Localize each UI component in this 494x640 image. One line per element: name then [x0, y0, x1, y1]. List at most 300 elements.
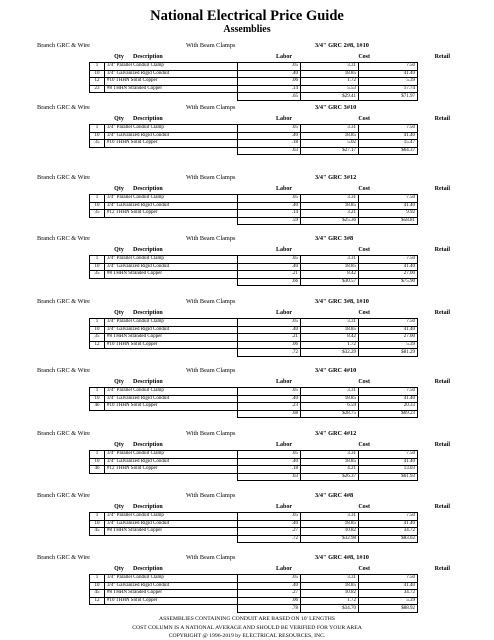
blank-cell: [90, 605, 105, 613]
cost-cell: 3.31: [301, 575, 359, 583]
assembly-size: 3/4" GRC 3#8, 1#10: [315, 298, 369, 305]
page-subtitle: Assemblies: [223, 24, 271, 35]
section-header: [0, 172, 494, 183]
total-labor: .66: [238, 278, 301, 286]
qty-cell: 10: [90, 458, 105, 466]
retail-cell: 15.47: [359, 140, 418, 148]
qty-cell: 23: [90, 85, 105, 93]
total-cost: $28.75: [301, 410, 359, 418]
col-qty: Qty: [114, 504, 124, 510]
total-row: [90, 349, 418, 357]
col-description: Description: [133, 54, 163, 60]
column-headers: [0, 308, 494, 318]
table-row: [90, 85, 418, 93]
table-row: [90, 597, 418, 605]
section-header: [0, 233, 494, 244]
description-cell: #8 THHN Stranded Copper: [105, 271, 238, 279]
blank-cell: [90, 93, 105, 101]
section-header: [0, 296, 494, 307]
qty-cell: 10: [90, 395, 105, 403]
table-row: [90, 271, 418, 279]
col-labor: Labor: [275, 310, 292, 316]
col-retail: Retail: [434, 116, 450, 122]
table-row: [90, 575, 418, 583]
qty-cell: 1: [90, 388, 105, 396]
description-cell: 3/4" Parallel Conduit Clamp: [105, 125, 238, 133]
col-labor: Labor: [275, 442, 292, 448]
description-cell: 3/4" Galvanized Rigid Conduit: [105, 458, 238, 466]
page-title: National Electrical Price Guide: [150, 8, 344, 24]
cost-cell: 3.31: [301, 256, 359, 264]
col-labor: Labor: [275, 379, 292, 385]
col-qty: Qty: [114, 54, 124, 60]
items-table: [89, 574, 418, 613]
labor-cell: .05: [238, 256, 301, 264]
total-row: [90, 410, 418, 418]
col-retail: Retail: [434, 566, 450, 572]
assembly-size: 3/4" GRC 4#8: [315, 492, 354, 499]
branch-label: Branch GRC & Wire: [37, 235, 90, 242]
mount-label: With Beam Clamps: [186, 430, 236, 437]
labor-cell: .14: [238, 210, 301, 218]
assembly-size: 3/4" GRC 3#12: [315, 174, 357, 181]
total-row: [90, 473, 418, 481]
description-cell: 3/4" Galvanized Rigid Conduit: [105, 520, 238, 528]
col-retail: Retail: [434, 247, 450, 253]
blank-cell: [105, 473, 238, 481]
table-row: [90, 528, 418, 536]
table-row: [90, 140, 418, 148]
total-cost: $34.70: [301, 605, 359, 613]
description-cell: #8 THHN Stranded Copper: [105, 590, 238, 598]
labor-cell: .05: [238, 388, 301, 396]
cost-cell: 18.85: [301, 326, 359, 334]
mount-label: With Beam Clamps: [186, 104, 236, 111]
branch-label: Branch GRC & Wire: [37, 492, 90, 499]
col-retail: Retail: [434, 379, 450, 385]
total-retail: $64.37: [359, 147, 418, 155]
section-header: [0, 40, 494, 51]
total-labor: .72: [238, 349, 301, 357]
total-row: [90, 278, 418, 286]
branch-label: Branch GRC & Wire: [37, 104, 90, 111]
total-retail: $61.93: [359, 473, 418, 481]
branch-label: Branch GRC & Wire: [37, 42, 90, 49]
col-description: Description: [133, 442, 163, 448]
total-cost: $32.29: [301, 349, 359, 357]
table-row: [90, 319, 418, 327]
col-retail: Retail: [434, 310, 450, 316]
labor-cell: .40: [238, 132, 301, 140]
retail-cell: 27.00: [359, 271, 418, 279]
col-cost: Cost: [358, 442, 370, 448]
col-labor: Labor: [275, 504, 292, 510]
cost-cell: 18.85: [301, 132, 359, 140]
qty-cell: 10: [90, 263, 105, 271]
retail-cell: 5.39: [359, 341, 418, 349]
description-cell: 3/4" Galvanized Rigid Conduit: [105, 202, 238, 210]
labor-cell: .40: [238, 263, 301, 271]
blank-cell: [90, 410, 105, 418]
col-labor: Labor: [275, 186, 292, 192]
table-row: [90, 520, 418, 528]
branch-label: Branch GRC & Wire: [37, 367, 90, 374]
labor-cell: .05: [238, 513, 301, 521]
table-row: [90, 202, 418, 210]
total-cost: $32.98: [301, 535, 359, 543]
qty-cell: 35: [90, 210, 105, 218]
col-labor: Labor: [275, 247, 292, 253]
cost-cell: 3.31: [301, 319, 359, 327]
retail-cell: 41.40: [359, 132, 418, 140]
total-row: [90, 217, 418, 225]
labor-cell: .05: [238, 575, 301, 583]
description-cell: 3/4" Galvanized Rigid Conduit: [105, 263, 238, 271]
total-row: [90, 147, 418, 155]
retail-cell: 41.40: [359, 326, 418, 334]
col-cost: Cost: [358, 566, 370, 572]
qty-cell: 10: [90, 202, 105, 210]
cost-cell: 18.85: [301, 395, 359, 403]
total-cost: $30.57: [301, 278, 359, 286]
labor-cell: .40: [238, 395, 301, 403]
labor-cell: .40: [238, 326, 301, 334]
assembly-size: 3/4" GRC 4#12: [315, 430, 357, 437]
qty-cell: 10: [90, 520, 105, 528]
items-table: [89, 124, 418, 155]
labor-cell: .40: [238, 582, 301, 590]
qty-cell: 10: [90, 70, 105, 78]
items-table: [89, 62, 418, 101]
items-table: [89, 512, 418, 543]
retail-cell: 41.40: [359, 263, 418, 271]
column-headers: [0, 184, 494, 194]
labor-cell: .18: [238, 466, 301, 474]
table-row: [90, 395, 418, 403]
retail-cell: 34.72: [359, 528, 418, 536]
retail-cell: 7.50: [359, 63, 418, 71]
col-cost: Cost: [358, 186, 370, 192]
blank-cell: [105, 349, 238, 357]
labor-cell: .18: [238, 140, 301, 148]
cost-cell: 1.72: [301, 78, 359, 86]
footer-line: COPYRIGHT @ 1996-2019 by ELECTRICAL RESOURCES, INC.: [168, 633, 326, 639]
items-table: [89, 194, 418, 225]
qty-cell: 1: [90, 195, 105, 203]
total-cost: $26.37: [301, 473, 359, 481]
retail-cell: 41.40: [359, 202, 418, 210]
description-cell: #10 THHN Solid Copper: [105, 403, 238, 411]
section-header: [0, 428, 494, 439]
cost-cell: 8.42: [301, 334, 359, 342]
col-qty: Qty: [114, 310, 124, 316]
qty-cell: 1: [90, 63, 105, 71]
retail-cell: 9.92: [359, 210, 418, 218]
qty-cell: 1: [90, 575, 105, 583]
cost-cell: 3.31: [301, 513, 359, 521]
retail-cell: 5.39: [359, 78, 418, 86]
blank-cell: [90, 473, 105, 481]
qty-cell: 46: [90, 466, 105, 474]
col-description: Description: [133, 566, 163, 572]
description-cell: 3/4" Galvanized Rigid Conduit: [105, 132, 238, 140]
col-retail: Retail: [434, 504, 450, 510]
table-row: [90, 256, 418, 264]
table-row: [90, 388, 418, 396]
labor-cell: .06: [238, 341, 301, 349]
cost-cell: 5.02: [301, 140, 359, 148]
table-row: [90, 513, 418, 521]
col-cost: Cost: [358, 310, 370, 316]
total-cost: $29.41: [301, 93, 359, 101]
labor-cell: .14: [238, 85, 301, 93]
items-table: [89, 255, 418, 286]
qty-cell: 12: [90, 341, 105, 349]
table-row: [90, 458, 418, 466]
column-headers: [0, 440, 494, 450]
retail-cell: 7.50: [359, 195, 418, 203]
labor-cell: .40: [238, 70, 301, 78]
mount-label: With Beam Clamps: [186, 554, 236, 561]
description-cell: #12 THHN Solid Copper: [105, 466, 238, 474]
total-labor: .59: [238, 217, 301, 225]
labor-cell: .27: [238, 528, 301, 536]
retail-cell: 41.40: [359, 395, 418, 403]
blank-cell: [90, 147, 105, 155]
total-retail: $58.81: [359, 217, 418, 225]
description-cell: #12 THHN Solid Copper: [105, 210, 238, 218]
qty-cell: 1: [90, 319, 105, 327]
total-labor: .65: [238, 93, 301, 101]
table-row: [90, 341, 418, 349]
qty-cell: 1: [90, 256, 105, 264]
qty-cell: 10: [90, 326, 105, 334]
cost-cell: 10.82: [301, 528, 359, 536]
labor-cell: .40: [238, 520, 301, 528]
table-row: [90, 125, 418, 133]
total-labor: .72: [238, 535, 301, 543]
total-retail: $71.97: [359, 93, 418, 101]
cost-cell: 8.42: [301, 271, 359, 279]
col-description: Description: [133, 379, 163, 385]
labor-cell: .05: [238, 63, 301, 71]
total-row: [90, 535, 418, 543]
retail-cell: 7.50: [359, 388, 418, 396]
cost-cell: 18.85: [301, 582, 359, 590]
col-qty: Qty: [114, 566, 124, 572]
table-row: [90, 403, 418, 411]
assembly-size: 3/4" GRC 2#8, 1#10: [315, 42, 369, 49]
retail-cell: 41.40: [359, 582, 418, 590]
qty-cell: 46: [90, 403, 105, 411]
labor-cell: .23: [238, 403, 301, 411]
cost-cell: 18.85: [301, 202, 359, 210]
retail-cell: 34.72: [359, 590, 418, 598]
blank-cell: [105, 93, 238, 101]
description-cell: 3/4" Galvanized Rigid Conduit: [105, 582, 238, 590]
retail-cell: 7.50: [359, 575, 418, 583]
table-row: [90, 466, 418, 474]
retail-cell: 7.50: [359, 256, 418, 264]
blank-cell: [105, 410, 238, 418]
branch-label: Branch GRC & Wire: [37, 430, 90, 437]
description-cell: #8 THHN Stranded Copper: [105, 334, 238, 342]
total-labor: .78: [238, 605, 301, 613]
section-header: [0, 552, 494, 563]
qty-cell: 10: [90, 582, 105, 590]
labor-cell: .21: [238, 271, 301, 279]
col-labor: Labor: [275, 54, 292, 60]
description-cell: 3/4" Parallel Conduit Clamp: [105, 319, 238, 327]
column-headers: [0, 245, 494, 255]
labor-cell: .40: [238, 202, 301, 210]
description-cell: 3/4" Parallel Conduit Clamp: [105, 575, 238, 583]
items-table: [89, 450, 418, 481]
column-headers: [0, 377, 494, 387]
assembly-size: 3/4" GRC 4#8, 1#10: [315, 554, 369, 561]
blank-cell: [105, 278, 238, 286]
table-row: [90, 210, 418, 218]
cost-cell: 3.21: [301, 210, 359, 218]
retail-cell: 7.50: [359, 125, 418, 133]
branch-label: Branch GRC & Wire: [37, 554, 90, 561]
description-cell: 3/4" Galvanized Rigid Conduit: [105, 70, 238, 78]
qty-cell: 12: [90, 597, 105, 605]
assembly-size: 3/4" GRC 3#8: [315, 235, 354, 242]
col-cost: Cost: [358, 54, 370, 60]
col-qty: Qty: [114, 116, 124, 122]
description-cell: #10 THHN Solid Copper: [105, 140, 238, 148]
description-cell: 3/4" Galvanized Rigid Conduit: [105, 326, 238, 334]
description-cell: #10 THHN Solid Copper: [105, 341, 238, 349]
description-cell: 3/4" Parallel Conduit Clamp: [105, 388, 238, 396]
qty-cell: 45: [90, 590, 105, 598]
branch-label: Branch GRC & Wire: [37, 298, 90, 305]
table-row: [90, 326, 418, 334]
retail-cell: 7.50: [359, 513, 418, 521]
col-cost: Cost: [358, 116, 370, 122]
section-header: [0, 102, 494, 113]
table-row: [90, 132, 418, 140]
col-retail: Retail: [434, 442, 450, 448]
table-row: [90, 195, 418, 203]
table-row: [90, 263, 418, 271]
description-cell: #8 THHN Stranded Copper: [105, 528, 238, 536]
items-table: [89, 387, 418, 418]
col-retail: Retail: [434, 186, 450, 192]
description-cell: 3/4" Parallel Conduit Clamp: [105, 195, 238, 203]
qty-cell: 35: [90, 334, 105, 342]
column-headers: [0, 52, 494, 62]
labor-cell: .05: [238, 319, 301, 327]
col-description: Description: [133, 310, 163, 316]
cost-cell: 18.85: [301, 520, 359, 528]
cost-cell: 4.21: [301, 466, 359, 474]
blank-cell: [105, 147, 238, 155]
blank-cell: [90, 535, 105, 543]
labor-cell: .21: [238, 334, 301, 342]
mount-label: With Beam Clamps: [186, 174, 236, 181]
section-header: [0, 365, 494, 376]
mount-label: With Beam Clamps: [186, 298, 236, 305]
total-cost: $25.36: [301, 217, 359, 225]
qty-cell: 10: [90, 132, 105, 140]
total-row: [90, 93, 418, 101]
table-row: [90, 590, 418, 598]
footer-line: ASSEMBLIES CONTAINING CONDUIT ARE BASED ON 10' LENGTHS: [159, 616, 335, 622]
branch-label: Branch GRC & Wire: [37, 174, 90, 181]
col-description: Description: [133, 247, 163, 253]
description-cell: #10 THHN Solid Copper: [105, 78, 238, 86]
qty-cell: 35: [90, 140, 105, 148]
retail-cell: 7.50: [359, 319, 418, 327]
qty-cell: 1: [90, 125, 105, 133]
cost-cell: 1.72: [301, 341, 359, 349]
column-headers: [0, 564, 494, 574]
mount-label: With Beam Clamps: [186, 42, 236, 49]
table-row: [90, 70, 418, 78]
cost-cell: 10.82: [301, 590, 359, 598]
labor-cell: .40: [238, 458, 301, 466]
description-cell: 3/4" Parallel Conduit Clamp: [105, 513, 238, 521]
cost-cell: 3.31: [301, 125, 359, 133]
blank-cell: [105, 605, 238, 613]
cost-cell: 5.53: [301, 85, 359, 93]
description-cell: 3/4" Parallel Conduit Clamp: [105, 256, 238, 264]
qty-cell: 35: [90, 271, 105, 279]
mount-label: With Beam Clamps: [186, 235, 236, 242]
retail-cell: 41.40: [359, 70, 418, 78]
section-header: [0, 490, 494, 501]
footer-line: COST COLUMN IS A NATIONAL AVERAGE AND SHOULD BE VERIFIED FOR YOUR AREA: [132, 625, 362, 631]
cost-cell: 3.31: [301, 63, 359, 71]
qty-cell: 1: [90, 513, 105, 521]
retail-cell: 13.03: [359, 466, 418, 474]
labor-cell: .05: [238, 195, 301, 203]
labor-cell: .27: [238, 590, 301, 598]
table-row: [90, 334, 418, 342]
qty-cell: 1: [90, 451, 105, 459]
col-cost: Cost: [358, 504, 370, 510]
col-description: Description: [133, 186, 163, 192]
retail-cell: 7.50: [359, 451, 418, 459]
items-table: [89, 318, 418, 357]
blank-cell: [105, 535, 238, 543]
total-retail: $75.90: [359, 278, 418, 286]
col-cost: Cost: [358, 247, 370, 253]
description-cell: #10 THHN Solid Copper: [105, 597, 238, 605]
total-retail: $83.62: [359, 535, 418, 543]
cost-cell: 3.31: [301, 388, 359, 396]
total-labor: .63: [238, 147, 301, 155]
col-qty: Qty: [114, 186, 124, 192]
cost-cell: 18.85: [301, 263, 359, 271]
labor-cell: .05: [238, 451, 301, 459]
retail-cell: 17.74: [359, 85, 418, 93]
mount-label: With Beam Clamps: [186, 367, 236, 374]
total-labor: .68: [238, 410, 301, 418]
description-cell: #8 THHN Stranded Copper: [105, 85, 238, 93]
retail-cell: 41.40: [359, 458, 418, 466]
col-qty: Qty: [114, 442, 124, 448]
blank-cell: [105, 217, 238, 225]
labor-cell: .05: [238, 125, 301, 133]
assembly-size: 3/4" GRC 4#10: [315, 367, 357, 374]
total-cost: $27.17: [301, 147, 359, 155]
total-labor: .63: [238, 473, 301, 481]
col-description: Description: [133, 504, 163, 510]
description-cell: 3/4" Parallel Conduit Clamp: [105, 63, 238, 71]
